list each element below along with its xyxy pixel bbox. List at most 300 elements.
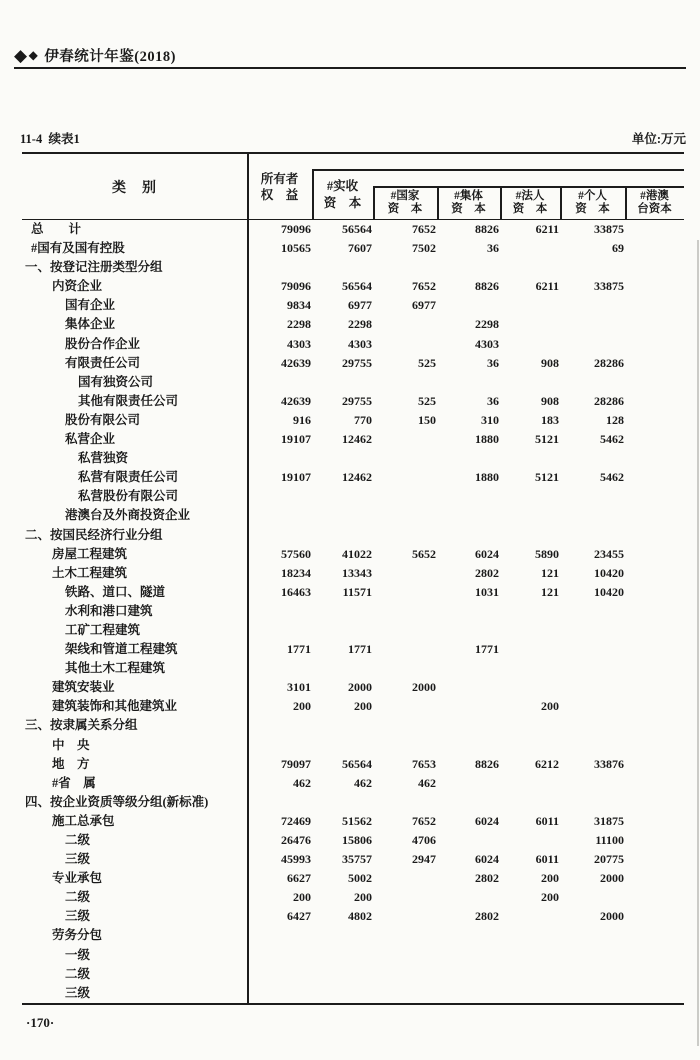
row-value bbox=[625, 716, 684, 735]
row-label: 二、按国民经济行业分组 bbox=[25, 527, 163, 542]
scan-edge-shadow bbox=[697, 240, 699, 1046]
row-value bbox=[625, 621, 684, 640]
row-value bbox=[437, 506, 500, 525]
table-row bbox=[22, 678, 684, 697]
row-value: 41022 bbox=[342, 546, 372, 561]
row-value bbox=[625, 697, 684, 716]
row-value bbox=[500, 831, 560, 850]
row-value bbox=[625, 659, 684, 678]
row-value bbox=[373, 602, 437, 621]
row-value bbox=[437, 946, 500, 965]
row-value bbox=[312, 602, 373, 621]
row-label: 二级 bbox=[65, 966, 91, 981]
row-value bbox=[373, 716, 437, 735]
row-value bbox=[373, 907, 437, 926]
row-label: 私营企业 bbox=[65, 432, 116, 447]
row-value bbox=[560, 926, 625, 945]
row-label: 其他有限责任公司 bbox=[78, 393, 179, 408]
row-value bbox=[500, 640, 560, 659]
row-value bbox=[560, 984, 625, 1003]
row-value: 462 bbox=[293, 775, 311, 790]
row-value bbox=[625, 335, 684, 354]
row-value bbox=[625, 736, 684, 755]
row-label: #省 属 bbox=[52, 775, 96, 790]
row-value bbox=[625, 239, 684, 258]
row-value: 200 bbox=[293, 890, 311, 905]
row-value bbox=[437, 888, 500, 907]
row-value bbox=[560, 335, 625, 354]
row-label: 施工总承包 bbox=[52, 813, 115, 828]
row-value bbox=[500, 946, 560, 965]
row-value bbox=[625, 220, 684, 239]
row-value bbox=[312, 946, 373, 965]
row-value: 6011 bbox=[535, 852, 559, 867]
row-value bbox=[247, 984, 312, 1003]
row-value bbox=[500, 335, 560, 354]
row-value: 2947 bbox=[412, 852, 436, 867]
row-label: 四、按企业资质等级分组(新标准) bbox=[25, 794, 209, 809]
stub-divider-line bbox=[247, 154, 249, 1003]
row-value bbox=[560, 621, 625, 640]
row-value bbox=[500, 659, 560, 678]
row-value: 56564 bbox=[342, 222, 372, 236]
table-row bbox=[22, 850, 684, 869]
row-value bbox=[625, 277, 684, 296]
row-value bbox=[625, 506, 684, 525]
row-value: 6427 bbox=[287, 909, 311, 924]
row-label: 三级 bbox=[65, 852, 91, 867]
row-value bbox=[625, 354, 684, 373]
row-value: 462 bbox=[418, 775, 436, 790]
row-value bbox=[312, 373, 373, 392]
row-label: 二级 bbox=[65, 833, 91, 847]
row-value: 72469 bbox=[281, 813, 311, 828]
row-value bbox=[373, 468, 437, 487]
row-value: 6977 bbox=[348, 298, 372, 313]
row-label: 股份有限公司 bbox=[65, 412, 141, 427]
table-row bbox=[22, 716, 684, 735]
table-row bbox=[22, 430, 684, 449]
row-value bbox=[625, 468, 684, 487]
row-value: 7653 bbox=[412, 756, 436, 771]
table-row bbox=[22, 907, 684, 926]
row-value bbox=[437, 793, 500, 812]
row-value: 4303 bbox=[475, 336, 499, 351]
row-value: 5890 bbox=[535, 546, 559, 561]
row-value bbox=[500, 907, 560, 926]
row-value bbox=[625, 869, 684, 888]
row-label: 建筑装饰和其他建筑业 bbox=[52, 699, 178, 714]
row-value bbox=[247, 506, 312, 525]
row-value: 7607 bbox=[348, 241, 372, 256]
row-value bbox=[373, 946, 437, 965]
row-value bbox=[247, 258, 312, 277]
row-value bbox=[373, 449, 437, 468]
row-value: 908 bbox=[541, 393, 559, 408]
row-value: 26476 bbox=[281, 833, 311, 847]
row-value bbox=[373, 430, 437, 449]
row-value bbox=[560, 716, 625, 735]
row-value bbox=[437, 697, 500, 716]
row-value bbox=[247, 373, 312, 392]
row-value bbox=[437, 774, 500, 793]
row-value: 908 bbox=[541, 355, 559, 370]
table-row bbox=[22, 335, 684, 354]
row-value: 3101 bbox=[287, 680, 311, 695]
row-value bbox=[437, 621, 500, 640]
row-value bbox=[247, 449, 312, 468]
row-value bbox=[560, 659, 625, 678]
row-value bbox=[373, 526, 437, 545]
row-value bbox=[247, 602, 312, 621]
row-value bbox=[560, 640, 625, 659]
row-label: 三、按隶属关系分组 bbox=[25, 718, 138, 733]
table-row bbox=[22, 793, 684, 812]
table-row bbox=[22, 659, 684, 678]
row-value: 11571 bbox=[342, 584, 372, 599]
row-label: 房屋工程建筑 bbox=[52, 546, 128, 561]
row-value bbox=[247, 736, 312, 755]
row-value bbox=[437, 736, 500, 755]
row-value bbox=[560, 373, 625, 392]
row-value bbox=[625, 946, 684, 965]
table-row bbox=[22, 258, 684, 277]
row-value bbox=[312, 926, 373, 945]
col-header-hk-mo-tw-capital: #港澳 台资本 bbox=[637, 189, 672, 215]
row-value bbox=[500, 965, 560, 984]
row-label: 架线和管道工程建筑 bbox=[65, 642, 178, 657]
row-value: 11100 bbox=[595, 833, 624, 847]
row-value: 6977 bbox=[412, 298, 436, 313]
row-label: 私营股份有限公司 bbox=[78, 489, 179, 504]
row-value bbox=[373, 659, 437, 678]
row-value: 2802 bbox=[475, 909, 499, 924]
col-header-state-capital: #国家 资 本 bbox=[387, 189, 423, 215]
row-value: 6211 bbox=[535, 279, 559, 294]
table-row bbox=[22, 354, 684, 373]
row-value bbox=[437, 602, 500, 621]
table-row bbox=[22, 965, 684, 984]
row-value: 19107 bbox=[281, 470, 311, 485]
row-value: 28286 bbox=[594, 393, 624, 408]
table-row bbox=[22, 621, 684, 640]
row-value: 5121 bbox=[535, 470, 559, 485]
row-value: 12462 bbox=[342, 432, 372, 447]
row-value bbox=[373, 793, 437, 812]
row-value: 4802 bbox=[348, 909, 372, 924]
row-value: 462 bbox=[354, 775, 372, 790]
row-label: 水利和港口建筑 bbox=[65, 603, 153, 618]
row-value: 7502 bbox=[412, 241, 436, 256]
row-value: 2000 bbox=[412, 680, 436, 695]
row-value bbox=[625, 888, 684, 907]
row-value bbox=[373, 697, 437, 716]
row-value: 310 bbox=[481, 412, 499, 427]
row-value: 916 bbox=[293, 412, 311, 427]
row-value bbox=[312, 449, 373, 468]
unit-label: 单位:万元 bbox=[631, 132, 686, 146]
row-value bbox=[560, 888, 625, 907]
table-row bbox=[22, 487, 684, 506]
table-row bbox=[22, 888, 684, 907]
row-value bbox=[500, 487, 560, 506]
row-value bbox=[625, 774, 684, 793]
row-value: 2802 bbox=[475, 565, 499, 580]
row-value: 2802 bbox=[475, 871, 499, 886]
row-value bbox=[500, 296, 560, 315]
row-value bbox=[625, 602, 684, 621]
row-value bbox=[312, 526, 373, 545]
row-value bbox=[312, 258, 373, 277]
row-value: 7652 bbox=[412, 222, 436, 236]
row-value bbox=[560, 736, 625, 755]
stub-header-cell bbox=[22, 154, 247, 220]
row-value: 10420 bbox=[594, 565, 624, 580]
row-value bbox=[437, 984, 500, 1003]
row-value: 29755 bbox=[342, 355, 372, 370]
row-value bbox=[373, 487, 437, 506]
row-value bbox=[625, 678, 684, 697]
row-value bbox=[373, 373, 437, 392]
row-value bbox=[625, 315, 684, 334]
diamond-icon: ◆ bbox=[14, 45, 28, 65]
row-value bbox=[247, 487, 312, 506]
row-value bbox=[500, 926, 560, 945]
row-value: 2000 bbox=[600, 909, 624, 924]
row-value bbox=[373, 640, 437, 659]
row-value bbox=[373, 506, 437, 525]
row-value: 5002 bbox=[348, 871, 372, 886]
row-value bbox=[560, 296, 625, 315]
row-label: 土木工程建筑 bbox=[52, 565, 128, 580]
table-body bbox=[22, 220, 684, 1003]
row-value bbox=[625, 640, 684, 659]
row-value bbox=[247, 659, 312, 678]
row-value bbox=[625, 545, 684, 564]
row-value bbox=[437, 831, 500, 850]
row-value bbox=[625, 373, 684, 392]
row-value bbox=[373, 258, 437, 277]
table-row bbox=[22, 774, 684, 793]
row-label: 劳务分包 bbox=[52, 928, 103, 943]
row-value bbox=[625, 831, 684, 850]
row-value: 9834 bbox=[287, 298, 311, 313]
row-label: 一、按登记注册类型分组 bbox=[25, 260, 163, 275]
row-value: 45993 bbox=[281, 852, 311, 867]
row-value bbox=[560, 602, 625, 621]
row-value: 200 bbox=[354, 699, 372, 714]
row-value bbox=[437, 487, 500, 506]
row-value bbox=[560, 449, 625, 468]
row-value: 29755 bbox=[342, 393, 372, 408]
row-value bbox=[500, 774, 560, 793]
row-value bbox=[625, 812, 684, 831]
row-value: 5462 bbox=[600, 470, 624, 485]
table-row bbox=[22, 315, 684, 334]
table-row bbox=[22, 296, 684, 315]
row-value bbox=[625, 926, 684, 945]
stat-table bbox=[22, 152, 684, 1005]
row-value bbox=[247, 946, 312, 965]
table-row bbox=[22, 926, 684, 945]
row-value: 2298 bbox=[348, 317, 372, 332]
row-value bbox=[373, 926, 437, 945]
row-value bbox=[312, 659, 373, 678]
col-header-paid-in-capital: #实收 资 本 bbox=[323, 179, 362, 210]
row-value bbox=[500, 449, 560, 468]
row-value bbox=[373, 984, 437, 1003]
row-value: 23455 bbox=[594, 546, 624, 561]
row-label: #国有及国有控股 bbox=[31, 241, 125, 256]
row-value: 69 bbox=[612, 241, 624, 256]
row-value: 2000 bbox=[600, 871, 624, 886]
table-row bbox=[22, 602, 684, 621]
row-label: 国有独资公司 bbox=[78, 374, 154, 389]
row-value bbox=[625, 755, 684, 774]
row-value bbox=[500, 984, 560, 1003]
row-value: 10420 bbox=[594, 584, 624, 599]
table-row bbox=[22, 277, 684, 296]
row-value bbox=[312, 984, 373, 1003]
row-value: 20775 bbox=[594, 852, 624, 867]
row-value bbox=[437, 449, 500, 468]
row-value: 18234 bbox=[281, 565, 311, 580]
row-value: 200 bbox=[541, 699, 559, 714]
row-value bbox=[625, 526, 684, 545]
row-label: 内资企业 bbox=[52, 279, 103, 294]
row-value bbox=[500, 736, 560, 755]
row-value bbox=[625, 984, 684, 1003]
row-label: 集体企业 bbox=[65, 317, 116, 332]
row-label: 地 方 bbox=[52, 756, 90, 771]
row-value bbox=[560, 506, 625, 525]
col-header-personal-capital: #个人 资 本 bbox=[575, 189, 610, 215]
row-value bbox=[247, 621, 312, 640]
row-value: 8826 bbox=[475, 756, 499, 771]
row-value: 128 bbox=[606, 412, 624, 427]
book-title: 伊春统计年鉴(2018) bbox=[44, 48, 176, 65]
row-value: 13343 bbox=[342, 565, 372, 580]
row-value: 33876 bbox=[594, 756, 624, 771]
col-header-collective-capital: #集体 资 本 bbox=[451, 189, 486, 215]
row-value: 56564 bbox=[342, 756, 372, 771]
row-label: 二级 bbox=[65, 890, 91, 905]
row-value bbox=[500, 506, 560, 525]
table-row bbox=[22, 697, 684, 716]
row-value: 4706 bbox=[412, 833, 436, 847]
row-value bbox=[437, 296, 500, 315]
row-value bbox=[560, 526, 625, 545]
row-label: 工矿工程建筑 bbox=[65, 622, 141, 637]
row-value: 1031 bbox=[475, 584, 499, 599]
table-row bbox=[22, 545, 684, 564]
row-label: 专业承包 bbox=[52, 871, 103, 886]
row-value bbox=[625, 793, 684, 812]
table-row bbox=[22, 468, 684, 487]
row-value bbox=[247, 716, 312, 735]
row-value bbox=[437, 659, 500, 678]
row-value bbox=[500, 793, 560, 812]
row-value bbox=[625, 296, 684, 315]
row-value bbox=[560, 315, 625, 334]
row-value: 28286 bbox=[594, 355, 624, 370]
table-row bbox=[22, 812, 684, 831]
row-value: 51562 bbox=[342, 813, 372, 828]
row-value: 16463 bbox=[281, 584, 311, 599]
row-value bbox=[560, 697, 625, 716]
row-value: 1771 bbox=[475, 642, 499, 657]
row-value bbox=[437, 678, 500, 697]
row-label: 三级 bbox=[65, 985, 91, 1000]
row-value bbox=[312, 506, 373, 525]
row-value: 6212 bbox=[535, 756, 559, 771]
table-row bbox=[22, 755, 684, 774]
row-label: 港澳台及外商投资企业 bbox=[65, 508, 191, 523]
row-value: 525 bbox=[418, 355, 436, 370]
row-value: 36 bbox=[487, 241, 499, 256]
page-number: ·170· bbox=[26, 1015, 55, 1030]
row-label: 国有企业 bbox=[65, 298, 116, 313]
row-value: 200 bbox=[541, 890, 559, 905]
table-row bbox=[22, 373, 684, 392]
row-value bbox=[500, 315, 560, 334]
row-value: 42639 bbox=[281, 355, 311, 370]
row-value: 200 bbox=[354, 890, 372, 905]
row-value bbox=[373, 621, 437, 640]
table-row bbox=[22, 449, 684, 468]
row-value bbox=[625, 850, 684, 869]
row-value bbox=[437, 373, 500, 392]
row-value: 6024 bbox=[475, 813, 499, 828]
diamond-icon: ◆ bbox=[28, 48, 39, 62]
table-row bbox=[22, 984, 684, 1003]
row-value bbox=[500, 602, 560, 621]
row-label: 有限责任公司 bbox=[65, 355, 141, 370]
row-value: 31875 bbox=[594, 813, 624, 828]
row-value bbox=[625, 258, 684, 277]
row-value: 7652 bbox=[412, 279, 436, 294]
row-value bbox=[560, 965, 625, 984]
row-value bbox=[625, 411, 684, 430]
row-value bbox=[560, 946, 625, 965]
row-label: 铁路、道口、隧道 bbox=[65, 584, 166, 599]
row-value bbox=[560, 258, 625, 277]
row-value bbox=[625, 907, 684, 926]
row-value: 56564 bbox=[342, 279, 372, 294]
row-value: 6024 bbox=[475, 546, 499, 561]
book-header bbox=[14, 44, 176, 66]
row-value: 2298 bbox=[475, 317, 499, 332]
row-value bbox=[560, 487, 625, 506]
row-value bbox=[500, 716, 560, 735]
row-value bbox=[437, 965, 500, 984]
row-value bbox=[373, 583, 437, 602]
row-value bbox=[373, 888, 437, 907]
row-value: 6211 bbox=[535, 222, 559, 236]
row-value: 5462 bbox=[600, 432, 624, 447]
row-label: 一级 bbox=[65, 947, 91, 962]
table-row bbox=[22, 392, 684, 411]
row-value bbox=[560, 774, 625, 793]
row-value bbox=[437, 716, 500, 735]
row-value bbox=[312, 621, 373, 640]
row-value: 1880 bbox=[475, 432, 499, 447]
row-value: 525 bbox=[418, 393, 436, 408]
row-value: 121 bbox=[541, 565, 559, 580]
row-label: 总 计 bbox=[31, 222, 82, 236]
row-value bbox=[560, 793, 625, 812]
row-value bbox=[437, 258, 500, 277]
